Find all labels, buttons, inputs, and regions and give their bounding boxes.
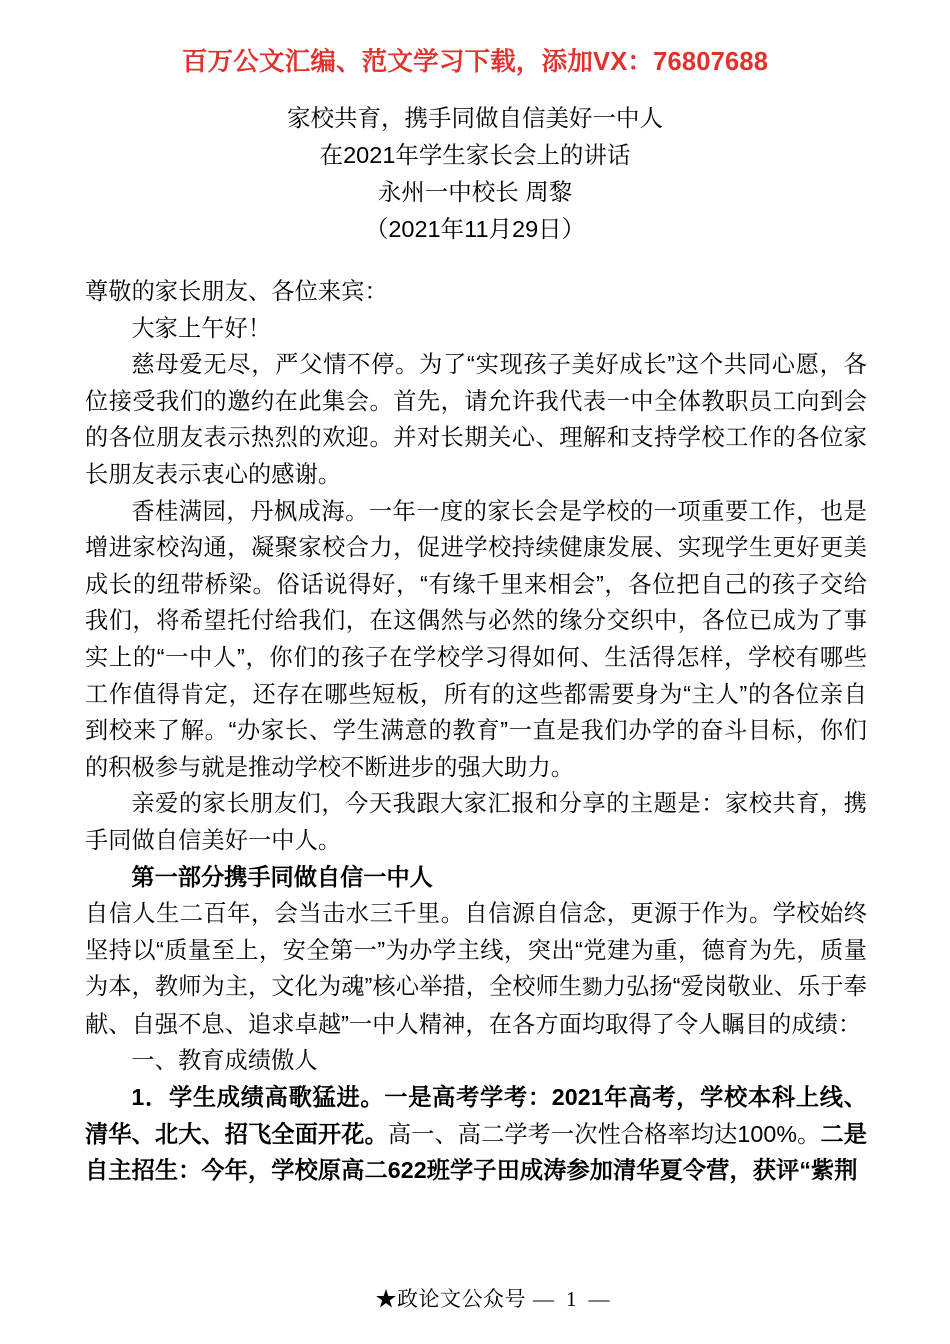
bridge-paragraph: 香桂满园，丹枫成海。一年一度的家长会是学校的一项重要工作，也是增进家校沟通，凝聚家校合力，促进学校持续健康发展、实现学生更好更美成长的纽带桥梁。俗话说得好，“有缘千里来相会”，各位把自己的孩子交给我们，将希望托付给我们，在这偶然与必然的缘分交织中，各位已成为了事实上的“一中人”，你们的孩子在学校学习得如何、生活得怎样，学校有哪些工作值得肯定，还存在哪些短板，所有的这些都需要身为“主人”的各位亲自到校来了解。“办家长、学生满意的教育”一直是我们办学的奋斗目标，你们的积极参与就是推动学校不断进步的强大助力。 [85,497,867,780]
greeting-paragraph: 大家上午好！ [131,314,272,341]
rare-glyph-lu: 勠 [582,975,603,1000]
footer-brand: 政论文公众号 [397,1287,526,1311]
title-line-2: 在2021年学生家长会上的讲话 [319,142,631,168]
confidence-paragraph [85,895,867,1042]
title-line-4: （2021年11月29日） [364,216,586,242]
theme-paragraph: 亲爱的家长朋友们，今天我跟大家汇报和分享的主题是：家校共育，携手同做自信美好一中人。 [85,790,867,853]
item-one-bold-part-a: 1．学生成绩高歌猛进。一是高考学考：2021年高考，学校本科上线、清华、北大、招飞全面开花。 [85,1084,867,1147]
welcome-paragraph: 慈母爱无尽，严父情不停。为了“实现孩子美好成长”这个共同心愿，各位接受我们的邀约在此集会。首先，请允许我代表一中全体教职员工向到会的各位朋友表示热烈的欢迎。并对长期关心、理解和支持学校工作的各位家长朋友表示衷心的感谢。 [85,351,867,487]
item-one-paragraph [85,1079,867,1189]
item-one-normal-part: 高一、高二学考一次性合格率均达100%。 [387,1120,821,1147]
footer-dash-right: — [588,1287,610,1311]
subheading-education-results: 一、教育成绩傲人 [131,1047,318,1074]
star-icon: ★ [375,1287,397,1311]
section-heading-part-one: 第一部分携手同做自信一中人 [131,863,433,890]
title-line-1: 家校共育，携手同做自信美好一中人 [287,105,663,131]
promo-header-text: 百万公文汇编、范文学习下载，添加VX：76807688 [181,48,769,76]
confidence-text-b: 力弘扬“爱岗敬业、乐于奉献、自强不息、追求卓越”一中人精神，在各方面均取得了令人瞩目的成绩： [85,973,868,1037]
confidence-text-a: 自信人生二百年，会当击水三千里。自信源自信念，更源于作为。学校始终坚持以“质量至上，安全第一”为办学主线，突出“党建为重，德育为先，质量为本，教师为主，文化为魂”核心举措，全校师生 [85,900,867,1000]
document-title-block [0,100,950,248]
footer-page-number: 1 [566,1287,577,1311]
salutation-paragraph: 尊敬的家长朋友、各位来宾： [85,278,388,304]
page-footer [0,1283,950,1313]
title-line-3: 永州一中校长 周黎 [377,179,573,205]
document-body [85,273,867,1189]
footer-dash-left: — [533,1287,554,1311]
item-one-bold-part-b: 二是自主招生：今年，学校原高二622班学子田成涛参加清华夏令营，获评“紫荆 [85,1120,867,1184]
